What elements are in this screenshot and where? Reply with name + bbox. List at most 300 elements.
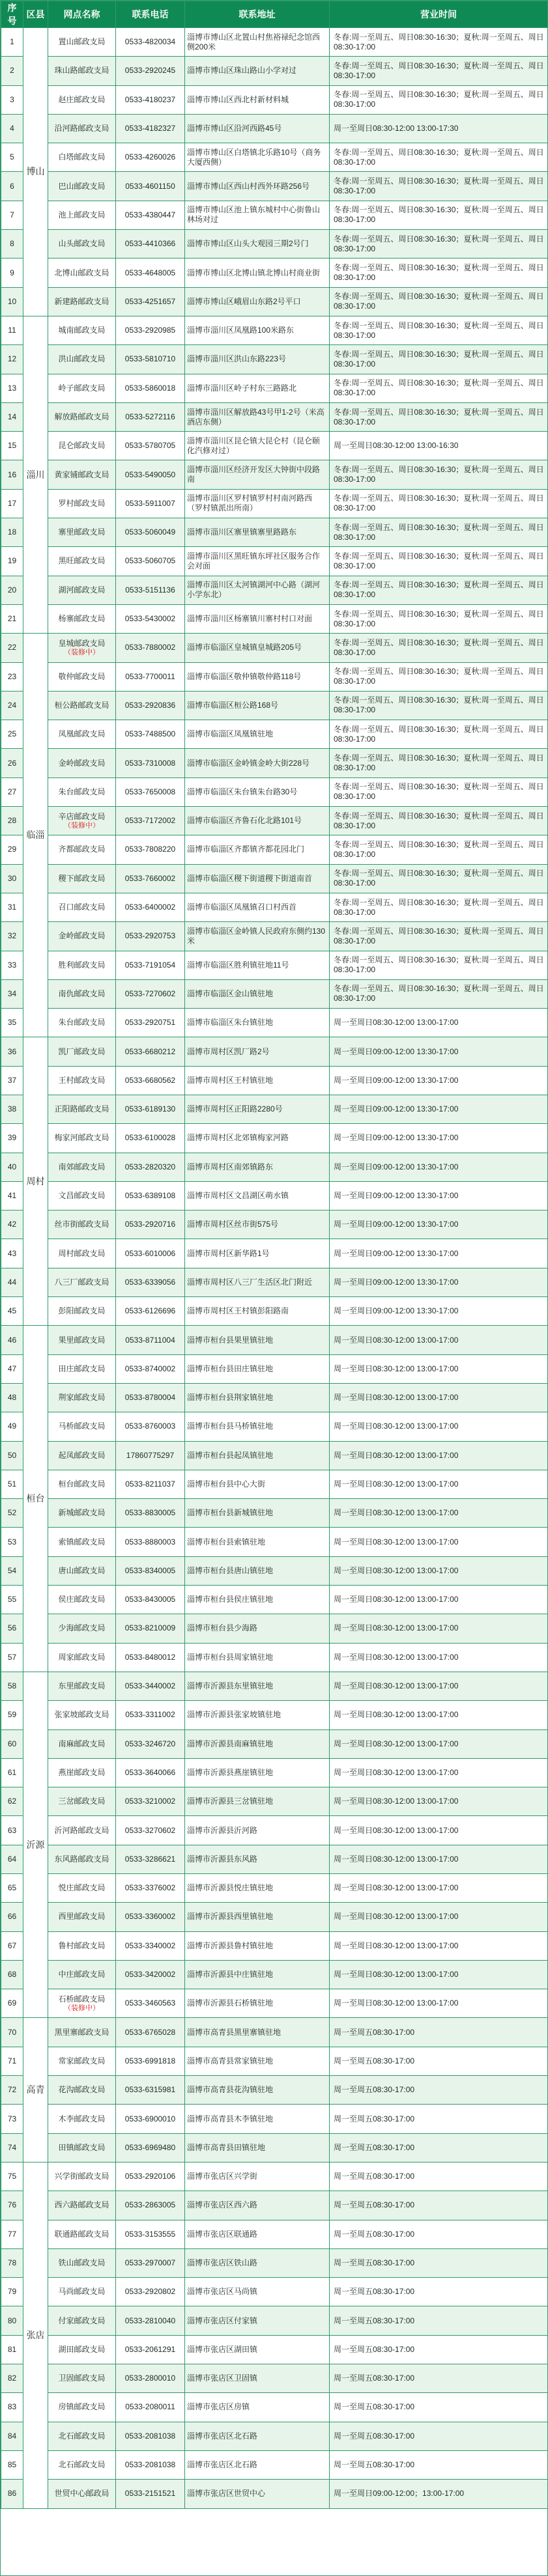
row-number: 72 bbox=[1, 2076, 23, 2105]
table-row bbox=[1, 1211, 548, 1239]
address-cell: 淄博市博山区峨眉山东路2号平口 bbox=[185, 287, 330, 316]
outlet-name: 南仇邮政支局 bbox=[58, 988, 106, 998]
outlet-name-cell bbox=[48, 85, 116, 114]
hours-cell: 周一至周日08:30-12:00 13:00-17:00 bbox=[330, 1787, 548, 1816]
row-number: 64 bbox=[1, 1845, 23, 1873]
table-row bbox=[1, 1729, 548, 1758]
table-row bbox=[1, 893, 548, 921]
outlet-name-cell bbox=[48, 287, 116, 316]
phone-cell: 0533-3376002 bbox=[116, 1874, 185, 1903]
phone-cell: 0533-8830005 bbox=[116, 1499, 185, 1528]
phone-cell: 0533-8430005 bbox=[116, 1586, 185, 1614]
address-cell: 淄博市淄川区杨寨镇川寨村村口对面 bbox=[185, 604, 330, 633]
phone-cell: 0533-2920753 bbox=[116, 922, 185, 951]
table-row bbox=[1, 1672, 548, 1700]
outlet-name-cell bbox=[48, 1211, 116, 1239]
phone-cell: 0533-8210009 bbox=[116, 1614, 185, 1643]
hours-cell: 周一至周日08:30-12:00 13:00-17:00 bbox=[330, 1499, 548, 1528]
hours-cell: 冬春:周一至周五、周日08:30-16:30；夏秋:周一至周五、周日08:30-17:00 bbox=[330, 28, 548, 57]
phone-cell: 0533-4410366 bbox=[116, 230, 185, 259]
hours-cell: 周一至周五08:30-17:00 bbox=[330, 2191, 548, 2220]
table-row bbox=[1, 2076, 548, 2105]
hours-cell: 周一至周日08:30-12:00 13:00-17:00 bbox=[330, 1729, 548, 1758]
address-cell: 淄博市临淄区敬仲镇敬仲路118号 bbox=[185, 662, 330, 691]
outlet-name: 金岭邮政支局 bbox=[58, 931, 106, 941]
address-cell: 淄博市桓台县索镇驻地 bbox=[185, 1528, 330, 1556]
table-row bbox=[1, 2047, 548, 2075]
outlet-name-cell bbox=[48, 2422, 116, 2450]
row-number: 75 bbox=[1, 2162, 23, 2191]
row-number: 48 bbox=[1, 1383, 23, 1412]
hours-cell: 冬春:周一至周五、周日08:30-16:30；夏秋:周一至周五、周日08:30-17:00 bbox=[330, 893, 548, 921]
hours-cell: 周一至周日08:30-12:00 13:00-17:00 bbox=[330, 1441, 548, 1470]
outlet-name: 起凤邮政支局 bbox=[58, 1450, 106, 1460]
row-number: 35 bbox=[1, 1009, 23, 1037]
outlet-name: 沿河路邮政支局 bbox=[54, 124, 109, 133]
outlet-name-cell bbox=[48, 749, 116, 777]
phone-cell: 0533-7310008 bbox=[116, 749, 185, 777]
table-row bbox=[1, 1412, 548, 1441]
row-number: 63 bbox=[1, 1816, 23, 1845]
phone-cell: 0533-8480012 bbox=[116, 1643, 185, 1672]
outlet-name-cell bbox=[48, 1441, 116, 1470]
outlet-name: 丝市街邮政支局 bbox=[54, 1220, 109, 1229]
address-cell: 淄博市淄川区太河镇湖河中心路（湖河小学东北） bbox=[185, 576, 330, 604]
hours-cell: 周一至周日08:30-12:00 13:00-17:00 bbox=[330, 1845, 548, 1873]
outlet-name: 洪山邮政支局 bbox=[58, 354, 106, 364]
address-cell: 淄博市张店区铁山路 bbox=[185, 2248, 330, 2277]
outlet-name: 朱台邮政支局 bbox=[58, 787, 106, 796]
table-row bbox=[1, 576, 548, 604]
table-row bbox=[1, 1758, 548, 1787]
hours-cell: 冬春:周一至周五、周日08:30-16:30；夏秋:周一至周五、周日08:30-17:00 bbox=[330, 864, 548, 893]
outlet-name-cell bbox=[48, 864, 116, 893]
outlet-name-cell bbox=[48, 1874, 116, 1903]
address-cell: 淄博市沂源县鲁村镇驻地 bbox=[185, 1931, 330, 1960]
outlet-name-cell bbox=[48, 432, 116, 460]
row-number: 58 bbox=[1, 1672, 23, 1700]
phone-cell: 0533-7172002 bbox=[116, 807, 185, 835]
phone-cell: 0533-2920985 bbox=[116, 316, 185, 344]
outlet-name: 东里邮政支局 bbox=[58, 1681, 106, 1691]
hours-cell: 冬春:周一至周五、周日08:30-16:30；夏秋:周一至周五、周日08:30-17:00 bbox=[330, 143, 548, 172]
hours-cell: 冬春:周一至周五、周日08:30-16:30；夏秋:周一至周五、周日08:30-17:00 bbox=[330, 720, 548, 749]
outlet-name: 池上邮政支局 bbox=[58, 210, 106, 219]
outlet-name-cell bbox=[48, 1326, 116, 1354]
hours-cell: 周一至周日08:30-12:00 13:00-17:00 bbox=[330, 1960, 548, 1989]
address-cell: 淄博市临淄区金山镇驻地 bbox=[185, 979, 330, 1008]
table-row bbox=[1, 1614, 548, 1643]
phone-cell: 0533-3340002 bbox=[116, 1931, 185, 1960]
outlet-name-cell bbox=[48, 2105, 116, 2133]
hours-cell: 冬春:周一至周五、周日08:30-16:30；夏秋:周一至周五、周日08:30-17:00 bbox=[330, 979, 548, 1008]
address-cell: 淄博市张店区西六路 bbox=[185, 2191, 330, 2220]
row-number: 15 bbox=[1, 432, 23, 460]
table-row bbox=[1, 662, 548, 691]
table-row bbox=[1, 604, 548, 633]
hours-cell: 周一至周日09:00-12:00 13:30-17:00 bbox=[330, 1066, 548, 1095]
outlet-name-cell bbox=[48, 2076, 116, 2105]
hours-cell: 冬春:周一至周五、周日08:30-16:30；夏秋:周一至周五、周日08:30-17:00 bbox=[330, 662, 548, 691]
address-cell: 淄博市临淄区稷下街道稷下街道南首 bbox=[185, 864, 330, 893]
outlet-name: 王村邮政支局 bbox=[58, 1075, 106, 1085]
outlet-name-cell bbox=[48, 518, 116, 547]
outlet-name: 燕崖邮政支局 bbox=[58, 1767, 106, 1777]
table-row bbox=[1, 143, 548, 172]
phone-cell: 0533-3286621 bbox=[116, 1845, 185, 1873]
row-number: 25 bbox=[1, 720, 23, 749]
address-cell: 淄博市高青县黑里寨镇驻地 bbox=[185, 2018, 330, 2047]
row-number: 70 bbox=[1, 2018, 23, 2047]
outlet-name: 北博山邮政支局 bbox=[54, 268, 109, 277]
table-row bbox=[1, 2480, 548, 2508]
outlet-name-cell bbox=[48, 2335, 116, 2364]
phone-cell: 0533-3311002 bbox=[116, 1701, 185, 1729]
hours-cell: 周一至周日09:00-12:00 13:30-17:00 bbox=[330, 1297, 548, 1326]
hours-cell: 周一至周日09:00-12:00 13:30-17:00 bbox=[330, 1037, 548, 1066]
outlet-name-cell bbox=[48, 345, 116, 374]
district-cell: 周村 bbox=[23, 1037, 48, 1326]
hours-cell: 周一至周日08:30-12:00 13:00-17:00 bbox=[330, 1903, 548, 1931]
phone-cell: 0533-6680212 bbox=[116, 1037, 185, 1066]
outlet-name: 召口邮政支局 bbox=[58, 903, 106, 912]
row-number: 26 bbox=[1, 749, 23, 777]
outlet-name-cell bbox=[48, 1124, 116, 1153]
outlet-name-cell bbox=[48, 1787, 116, 1816]
table-row bbox=[1, 864, 548, 893]
hours-cell: 周一至周日08:30-12:00 13:00-17:00 bbox=[330, 1614, 548, 1643]
row-number: 7 bbox=[1, 201, 23, 229]
address-cell: 淄博市临淄区齐都镇齐都花园北门 bbox=[185, 835, 330, 864]
phone-cell: 0533-6010006 bbox=[116, 1239, 185, 1268]
hours-cell: 冬春:周一至周五、周日08:30-16:30；夏秋:周一至周五、周日08:30-17:00 bbox=[330, 230, 548, 259]
header-no: 序号 bbox=[1, 1, 23, 28]
address-cell: 淄博市临淄区凤凰镇召口村西首 bbox=[185, 893, 330, 921]
outlet-name: 朱台邮政支局 bbox=[58, 1018, 106, 1028]
hours-cell: 冬春:周一至周五、周日08:30-16:30；夏秋:周一至周五、周日08:30-17:00 bbox=[330, 201, 548, 229]
table-row bbox=[1, 777, 548, 806]
address-cell: 淄博市淄川区经济开发区大钟街中段路南 bbox=[185, 460, 330, 489]
address-cell: 淄博市桓台县唐山镇驻地 bbox=[185, 1556, 330, 1585]
outlet-name: 沂河路邮政支局 bbox=[54, 1825, 109, 1835]
hours-cell: 周一至周日09:00-12:00 13:30-17:00 bbox=[330, 1211, 548, 1239]
hours-cell: 周一至周日08:30-12:00 13:00-17:00 bbox=[330, 1989, 548, 2018]
phone-cell: 0533-3420002 bbox=[116, 1960, 185, 1989]
address-cell: 淄博市沂源县张家坡镇驻地 bbox=[185, 1701, 330, 1729]
outlet-name: 正阳路邮政支局 bbox=[54, 1104, 109, 1114]
address-cell: 淄博市周村区新华路1号 bbox=[185, 1239, 330, 1268]
outlet-name-cell bbox=[48, 2047, 116, 2075]
outlet-name: 罗村邮政支局 bbox=[58, 498, 106, 508]
outlet-name-cell bbox=[48, 1931, 116, 1960]
table-row bbox=[1, 1816, 548, 1845]
table-row bbox=[1, 28, 548, 57]
address-cell: 淄博市沂源县东风路 bbox=[185, 1845, 330, 1873]
outlet-name-cell bbox=[48, 489, 116, 518]
row-number: 38 bbox=[1, 1095, 23, 1123]
phone-cell: 0533-4648005 bbox=[116, 259, 185, 287]
row-number: 80 bbox=[1, 2306, 23, 2335]
outlet-name: 敬仲邮政支局 bbox=[58, 671, 106, 681]
phone-cell: 0533-4601150 bbox=[116, 172, 185, 201]
table-row bbox=[1, 259, 548, 287]
table-row bbox=[1, 547, 548, 576]
address-cell: 淄博市周村区王村镇彭阳路南 bbox=[185, 1297, 330, 1326]
phone-cell: 0533-2810040 bbox=[116, 2306, 185, 2335]
table-row bbox=[1, 2105, 548, 2133]
row-number: 86 bbox=[1, 2480, 23, 2508]
hours-cell: 周一至周日08:30-12:00 13:00-17:00 bbox=[330, 1383, 548, 1412]
outlet-name: 周村邮政支局 bbox=[58, 1248, 106, 1258]
address-cell: 淄博市沂源县石桥镇驻地 bbox=[185, 1989, 330, 2018]
address-cell: 淄博市临淄区朱台镇驻地 bbox=[185, 1009, 330, 1037]
hours-cell: 冬春:周一至周五、周日08:30-16:30；夏秋:周一至周五、周日08:30-17:00 bbox=[330, 460, 548, 489]
phone-cell: 0533-8760003 bbox=[116, 1412, 185, 1441]
hours-cell: 周一至周日08:30-12:00 13:00-17:00 bbox=[330, 1528, 548, 1556]
renovation-note: （装修中） bbox=[64, 648, 100, 656]
outlet-name: 付家邮政支局 bbox=[58, 2316, 106, 2325]
row-number: 62 bbox=[1, 1787, 23, 1816]
table-row bbox=[1, 287, 548, 316]
outlet-name-cell bbox=[48, 201, 116, 229]
row-number: 43 bbox=[1, 1239, 23, 1268]
row-number: 71 bbox=[1, 2047, 23, 2075]
table-row bbox=[1, 172, 548, 201]
outlet-name: 鲁村邮政支局 bbox=[58, 1940, 106, 1950]
address-cell: 淄博市沂源县燕崖镇驻地 bbox=[185, 1758, 330, 1787]
table-row bbox=[1, 1960, 548, 1989]
outlet-name-cell bbox=[48, 1758, 116, 1787]
hours-cell: 冬春:周一至周五、周日08:30-16:30；夏秋:周一至周五、周日08:30-17:00 bbox=[330, 287, 548, 316]
row-number: 8 bbox=[1, 230, 23, 259]
phone-cell: 0533-3440002 bbox=[116, 1672, 185, 1700]
outlet-name: 白塔邮政支局 bbox=[58, 152, 106, 162]
address-cell: 淄博市淄川区岭子村东三路路北 bbox=[185, 374, 330, 402]
row-number: 18 bbox=[1, 518, 23, 547]
outlet-name-cell bbox=[48, 316, 116, 344]
hours-cell: 周一至周五08:30-17:00 bbox=[330, 2364, 548, 2393]
address-cell: 淄博市桓台县中心大街 bbox=[185, 1470, 330, 1498]
table-row bbox=[1, 57, 548, 85]
outlet-name-cell bbox=[48, 951, 116, 979]
address-cell: 淄博市张店区北石路 bbox=[185, 2422, 330, 2450]
address-cell: 淄博市周村区丝市街575号 bbox=[185, 1211, 330, 1239]
outlet-name: 山头邮政支局 bbox=[58, 239, 106, 249]
hours-cell: 冬春:周一至周五、周日08:30-16:30；夏秋:周一至周五、周日08:30-17:00 bbox=[330, 634, 548, 662]
hours-cell: 冬春:周一至周五、周日08:30-16:30；夏秋:周一至周五、周日08:30-17:00 bbox=[330, 604, 548, 633]
row-number: 76 bbox=[1, 2191, 23, 2220]
outlet-name: 南郊邮政支局 bbox=[58, 1162, 106, 1171]
address-cell: 淄博市临淄区皇城镇皇城路205号 bbox=[185, 634, 330, 662]
phone-cell: 0533-6991818 bbox=[116, 2047, 185, 2075]
phone-cell: 0533-7270602 bbox=[116, 979, 185, 1008]
table-row bbox=[1, 316, 548, 344]
row-number: 37 bbox=[1, 1066, 23, 1095]
table-row bbox=[1, 2450, 548, 2479]
outlet-name-cell bbox=[48, 2393, 116, 2422]
outlet-name: 悦庄邮政支局 bbox=[58, 1883, 106, 1893]
table-row bbox=[1, 1845, 548, 1873]
row-number: 42 bbox=[1, 1211, 23, 1239]
address-cell: 淄博市沂源县三岔镇驻地 bbox=[185, 1787, 330, 1816]
district-cell: 淄川 bbox=[23, 316, 48, 633]
phone-cell: 0533-2061291 bbox=[116, 2335, 185, 2364]
hours-cell: 周一至周日08:30-12:00 13:00-17:00 bbox=[330, 1874, 548, 1903]
table-row bbox=[1, 114, 548, 143]
address-cell: 淄博市桓台县侯庄镇驻地 bbox=[185, 1586, 330, 1614]
outlet-name-cell bbox=[48, 1009, 116, 1037]
hours-cell: 冬春:周一至周五、周日08:30-16:30；夏秋:周一至周五、周日08:30-17:00 bbox=[330, 172, 548, 201]
row-number: 9 bbox=[1, 259, 23, 287]
outlet-name-cell bbox=[48, 1729, 116, 1758]
outlet-name-cell bbox=[48, 1354, 116, 1383]
outlet-name-cell bbox=[48, 691, 116, 720]
table-row bbox=[1, 2364, 548, 2393]
table-row bbox=[1, 1153, 548, 1181]
outlet-name-cell bbox=[48, 1643, 116, 1672]
outlet-name: 桓公路邮政支局 bbox=[54, 700, 109, 710]
table-row bbox=[1, 1931, 548, 1960]
table-row bbox=[1, 720, 548, 749]
post-office-outlet-table bbox=[1, 1, 548, 2509]
phone-cell: 0533-3210002 bbox=[116, 1787, 185, 1816]
address-cell: 淄博市桓台县起凤镇驻地 bbox=[185, 1441, 330, 1470]
address-cell: 淄博市博山区北博山镇北博山村商业街 bbox=[185, 259, 330, 287]
outlet-name: 常家邮政支局 bbox=[58, 2056, 106, 2065]
hours-cell: 周一至周日09:00-12:00；13:00-17:00 bbox=[330, 2480, 548, 2508]
address-cell: 淄博市临淄区金岭镇人民政府东侧约130米 bbox=[185, 922, 330, 951]
address-cell: 淄博市张店区马尚镇 bbox=[185, 2278, 330, 2306]
row-number: 44 bbox=[1, 1268, 23, 1296]
address-cell: 淄博市淄川区黑旺镇东坪社区服务合作会对面 bbox=[185, 547, 330, 576]
table-row bbox=[1, 1124, 548, 1153]
hours-cell: 周一至周日08:30-12:00 13:00-17:00 bbox=[330, 1586, 548, 1614]
row-number: 2 bbox=[1, 57, 23, 85]
hours-cell: 冬春:周一至周五、周日08:30-16:30；夏秋:周一至周五、周日08:30-17:00 bbox=[330, 57, 548, 85]
outlet-name-cell bbox=[48, 114, 116, 143]
row-number: 17 bbox=[1, 489, 23, 518]
district-cell: 临淄 bbox=[23, 634, 48, 1037]
row-number: 79 bbox=[1, 2278, 23, 2306]
outlet-name: 联通路邮政支局 bbox=[54, 2229, 109, 2239]
table-row bbox=[1, 374, 548, 402]
row-number: 5 bbox=[1, 143, 23, 172]
phone-cell: 0533-2920245 bbox=[116, 57, 185, 85]
hours-cell: 周一至周五08:30-17:00 bbox=[330, 2220, 548, 2248]
address-cell: 淄博市淄川区洪山东路223号 bbox=[185, 345, 330, 374]
outlet-name-cell bbox=[48, 547, 116, 576]
table-row bbox=[1, 85, 548, 114]
table-row bbox=[1, 2220, 548, 2248]
hours-cell: 周一至周日08:30-12:00 13:00-17:00 bbox=[330, 1556, 548, 1585]
phone-cell: 0533-4260026 bbox=[116, 143, 185, 172]
outlet-name: 彭阳邮政支局 bbox=[58, 1306, 106, 1316]
hours-cell: 周一至周日08:30-12:00 13:00-17:00 bbox=[330, 1701, 548, 1729]
outlet-name-cell bbox=[48, 1499, 116, 1528]
outlet-name: 西里邮政支局 bbox=[58, 1912, 106, 1922]
address-cell: 淄博市张店区湖田镇 bbox=[185, 2335, 330, 2364]
outlet-name-cell bbox=[48, 2364, 116, 2393]
outlet-name-cell bbox=[48, 143, 116, 172]
phone-cell: 0533-5780705 bbox=[116, 432, 185, 460]
table-row bbox=[1, 1874, 548, 1903]
outlet-name: 侯庄邮政支局 bbox=[58, 1595, 106, 1604]
row-number: 50 bbox=[1, 1441, 23, 1470]
outlet-name-cell bbox=[48, 1297, 116, 1326]
row-number: 81 bbox=[1, 2335, 23, 2364]
table-row bbox=[1, 2248, 548, 2277]
phone-cell: 0533-8211037 bbox=[116, 1470, 185, 1498]
district-cell: 博山 bbox=[23, 28, 48, 316]
outlet-name-cell bbox=[48, 374, 116, 402]
address-cell: 淄博市周村区八三厂生活区北门附近 bbox=[185, 1268, 330, 1296]
phone-cell: 0533-2820320 bbox=[116, 1153, 185, 1181]
row-number: 29 bbox=[1, 835, 23, 864]
table-row bbox=[1, 2422, 548, 2450]
header-row bbox=[1, 1, 548, 28]
hours-cell: 周一至周日08:30-12:00 13:00-17:00 bbox=[330, 1412, 548, 1441]
phone-cell: 0533-7650008 bbox=[116, 777, 185, 806]
hours-cell: 冬春:周一至周五、周日08:30-16:30；夏秋:周一至周五、周日08:30-17:00 bbox=[330, 374, 548, 402]
hours-cell: 周一至周日08:30-12:00 13:00-17:00 bbox=[330, 1643, 548, 1672]
address-cell: 淄博市周村区凯厂路2号 bbox=[185, 1037, 330, 1066]
hours-cell: 周一至周五08:30-17:00 bbox=[330, 2278, 548, 2306]
outlet-name: 北石邮政支局 bbox=[58, 2431, 106, 2441]
outlet-name: 凯厂邮政支局 bbox=[58, 1046, 106, 1056]
address-cell: 淄博市张店区付家镇 bbox=[185, 2306, 330, 2335]
table-row bbox=[1, 1499, 548, 1528]
phone-cell: 17860775297 bbox=[116, 1441, 185, 1470]
phone-cell: 0533-3246720 bbox=[116, 1729, 185, 1758]
outlet-name-cell bbox=[48, 1383, 116, 1412]
outlet-name: 兴学街邮政支局 bbox=[54, 2172, 109, 2181]
outlet-name-cell bbox=[48, 1989, 116, 2018]
table-row bbox=[1, 1037, 548, 1066]
phone-cell: 0533-5911007 bbox=[116, 489, 185, 518]
outlet-name-cell bbox=[48, 835, 116, 864]
outlet-name: 新城邮政支局 bbox=[58, 1508, 106, 1518]
outlet-name: 置山邮政支局 bbox=[58, 37, 106, 47]
row-number: 6 bbox=[1, 172, 23, 201]
hours-cell: 周一至周五08:30-17:00 bbox=[330, 2076, 548, 2105]
row-number: 83 bbox=[1, 2393, 23, 2422]
row-number: 47 bbox=[1, 1354, 23, 1383]
outlet-name: 黑旺邮政支局 bbox=[58, 556, 106, 566]
outlet-name: 皇城邮政支局 bbox=[58, 638, 106, 648]
outlet-name-cell bbox=[48, 1701, 116, 1729]
outlet-name: 昆仑邮政支局 bbox=[58, 441, 106, 451]
outlet-name-cell bbox=[48, 576, 116, 604]
hours-cell: 周一至周日08:30-12:00 13:00-17:00 bbox=[330, 1758, 548, 1787]
outlet-name-cell bbox=[48, 662, 116, 691]
address-cell: 淄博市周村区南郊镇路东 bbox=[185, 1153, 330, 1181]
table-row bbox=[1, 922, 548, 951]
address-cell: 淄博市周村区北郊镇梅家河路 bbox=[185, 1124, 330, 1153]
table-row bbox=[1, 691, 548, 720]
row-number: 21 bbox=[1, 604, 23, 633]
address-cell: 淄博市沂源县西里镇驻地 bbox=[185, 1903, 330, 1931]
hours-cell: 周一至周五08:30-17:00 bbox=[330, 2133, 548, 2162]
row-number: 85 bbox=[1, 2450, 23, 2479]
table-row bbox=[1, 1643, 548, 1672]
phone-cell: 0533-3153555 bbox=[116, 2220, 185, 2248]
outlet-name: 少海邮政支局 bbox=[58, 1623, 106, 1633]
address-cell: 淄博市张店区兴学街 bbox=[185, 2162, 330, 2191]
outlet-name-cell bbox=[48, 1960, 116, 1989]
hours-cell: 冬春:周一至周五、周日08:30-16:30；夏秋:周一至周五、周日08:30-17:00 bbox=[330, 345, 548, 374]
outlet-name: 杨寨邮政支局 bbox=[58, 614, 106, 624]
address-cell: 淄博市高青县木李镇驻地 bbox=[185, 2105, 330, 2133]
